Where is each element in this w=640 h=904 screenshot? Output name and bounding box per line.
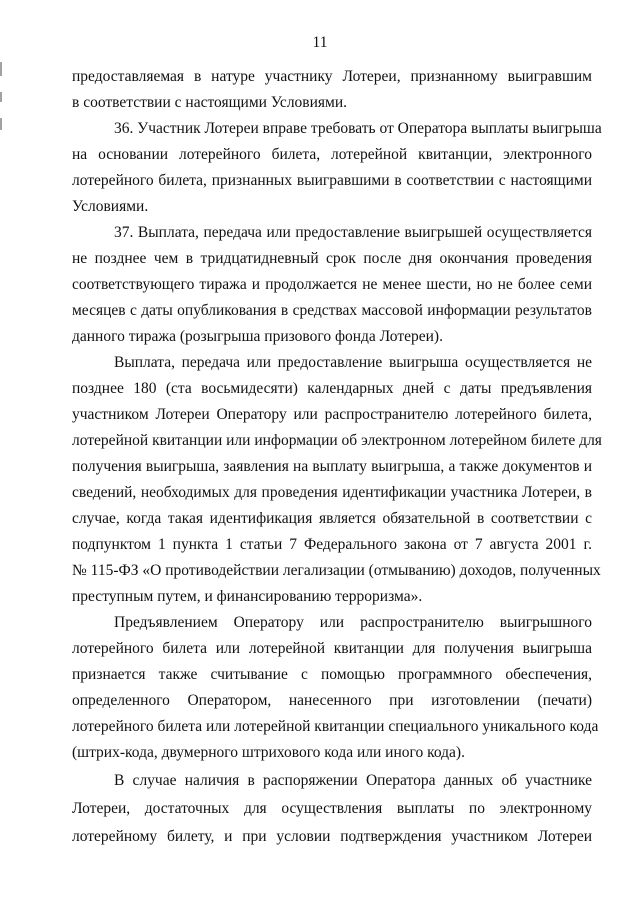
text-line: Условиями. [72, 198, 149, 215]
text-line: в соответствии с настоящими Условиями. [72, 94, 348, 111]
text-line: на основании лотерейного билета, лотерейной квитанции, электронного [72, 146, 592, 163]
text-line: лотерейной квитанции или информации об электронном лотерейном билете для [72, 432, 602, 449]
scan-edge-mark [0, 92, 2, 102]
text-line: случае, когда такая идентификация является обязательной в соответствии с [72, 510, 592, 527]
text-line: преступным путем, и финансированию терроризма». [72, 588, 423, 605]
text-line: получения выигрыша, заявления на выплату выигрыша, а также документов и [72, 458, 592, 475]
text-line: лотерейного билета или лотерейной квитанции для получения выигрыша [72, 640, 592, 657]
text-line: 36. Участник Лотереи вправе требовать от Оператора выплаты выигрыша [114, 120, 602, 137]
text-line: Выплата, передача или предоставление выигрыша осуществляется не [114, 354, 592, 371]
text-line: Лотереи, достаточных для осуществления выплаты по электронному [72, 800, 592, 817]
scan-edge-mark [0, 62, 2, 76]
text-line: месяцев с даты опубликования в средствах массовой информации результатов [72, 302, 592, 319]
text-line: предоставляемая в натуре участнику Лотереи, признанному выигравшим [72, 68, 592, 85]
text-line: лотерейного билета, признанных выигравшими в соответствии с настоящими [72, 172, 592, 189]
text-line: лотерейному билету, и при условии подтверждения участником Лотереи [72, 828, 592, 845]
text-line: участником Лотереи Оператору или распространителю лотерейного билета, [72, 406, 592, 423]
text-line: № 115-ФЗ «О противодействии легализации (отмыванию) доходов, полученных [72, 562, 601, 579]
page-number: 11 [312, 34, 328, 51]
text-line: подпунктом 1 пункта 1 статьи 7 Федерального закона от 7 августа 2001 г. [72, 536, 592, 553]
text-line: 37. Выплата, передача или предоставление выигрышей осуществляется [114, 224, 592, 241]
text-line: данного тиража (розыгрыша призового фонда Лотереи). [72, 328, 443, 345]
text-line: (штрих-кода, двумерного штрихового кода или иного кода). [72, 744, 465, 761]
text-line: позднее 180 (ста восьмидесяти) календарных дней с даты предъявления [72, 380, 592, 397]
text-line: лотерейного билета или лотерейной квитанции специального уникального кода [72, 718, 599, 735]
scan-edge-mark [0, 118, 2, 130]
text-line: определенного Оператором, нанесенного при изготовлении (печати) [72, 692, 592, 709]
text-line: В случае наличия в распоряжении Оператора данных об участнике [114, 772, 592, 789]
text-line: сведений, необходимых для проведения идентификации участника Лотереи, в [72, 484, 592, 501]
text-line: не позднее чем в тридцатидневный срок после дня окончания проведения [72, 250, 592, 267]
text-line: признается также считывание с помощью программного обеспечения, [72, 666, 592, 683]
text-line: соответствующего тиража и продолжается не менее шести, но не более семи [72, 276, 592, 293]
text-line: Предъявлением Оператору или распространителю выигрышного [114, 614, 592, 631]
